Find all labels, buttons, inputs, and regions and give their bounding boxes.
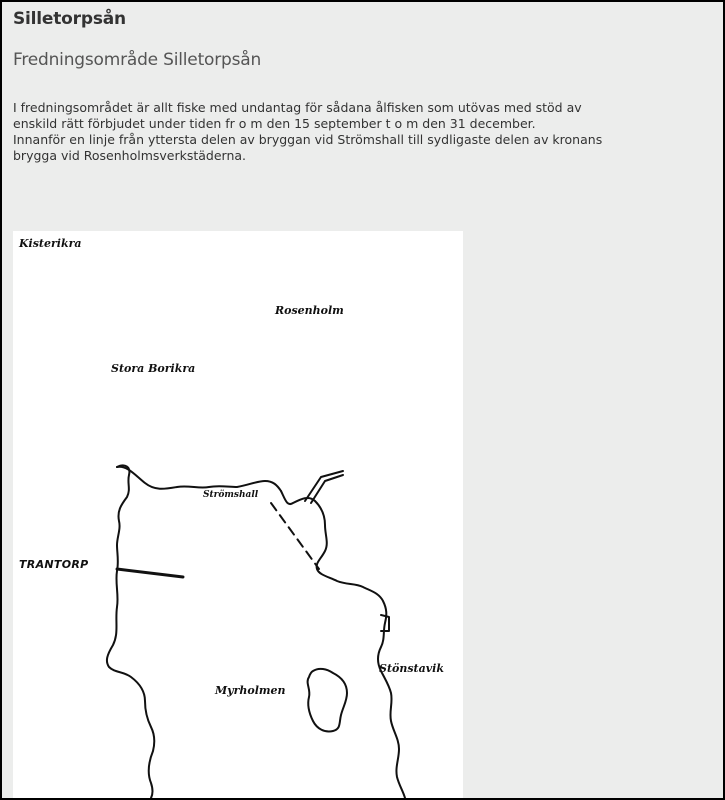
map-label-myrholmen: Myrholmen	[215, 684, 286, 697]
regulation-text-line: I fredningsområdet är allt fiske med undantag för sådana ålfisken som utövas med stöd av	[13, 100, 582, 115]
north-shoreline	[117, 467, 281, 491]
map-label-rosenholm: Rosenholm	[275, 304, 344, 317]
regulation-text-line: Innanför en linje från yttersta delen av bryggan vid Strömshall till sydligaste delen av kronans	[13, 132, 603, 147]
protection-boundary-line	[271, 503, 319, 569]
regulation-text-line: enskild rätt förbjudet under tiden fr o m den 15 september t o m den 31 december.	[13, 116, 536, 131]
protection-area-map	[13, 231, 463, 798]
trantorp-barrier-line	[117, 569, 183, 577]
map-label-kisterikra: Kisterikra	[19, 237, 82, 250]
map-label-stromshall: Strömshall	[203, 490, 259, 500]
section-title: Fredningsområde Silletorpsån	[13, 50, 262, 70]
regulation-text-line: brygga vid Rosenholmsverkstäderna.	[13, 148, 247, 163]
regulation-text	[13, 100, 713, 164]
myrholmen-island	[308, 669, 347, 732]
map-label-stora-borikra: Stora Borikra	[111, 362, 196, 375]
map-label-trantorp: TRANTORP	[19, 558, 89, 571]
west-shoreline	[107, 465, 154, 798]
map-label-stonstavik: Stönstavik	[379, 662, 444, 675]
page-title: Silletorpsån	[13, 9, 126, 29]
east-shoreline	[281, 491, 405, 798]
map-drawing	[13, 231, 463, 798]
